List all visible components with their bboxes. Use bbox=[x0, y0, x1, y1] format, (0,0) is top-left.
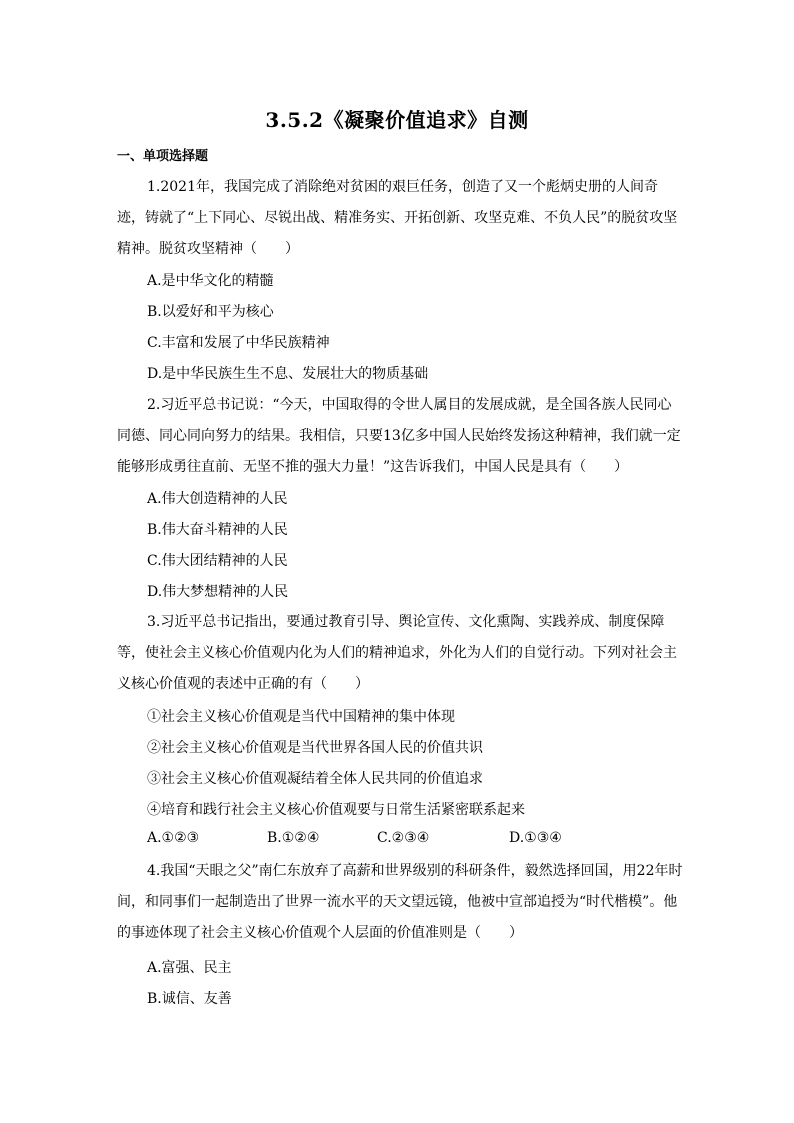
question-stem: 1.2021年，我国完成了消除绝对贫困的艰巨任务，创造了又一个彪炳史册的人间奇迹，铸就了“上下同心、尽锐出战、精准务实、开拓创新、攻坚克难、不负人民”的脱贫攻坚精神。脱贫攻坚精神（ ） bbox=[117, 179, 678, 257]
question-3 bbox=[117, 607, 683, 700]
statement-2: ②社会主义核心价值观是当代世界各国人民的价值共识 bbox=[147, 740, 483, 756]
statement-3: ③社会主义核心价值观凝结着全体人民共同的价值追求 bbox=[147, 771, 483, 787]
option-d: D.是中华民族生生不息、发展壮大的物质基础 bbox=[147, 366, 429, 382]
statement-4: ④培育和践行社会主义核心价值观要与日常生活紧密联系起来 bbox=[147, 802, 525, 818]
question-stem: 2.习近平总书记说：“今天，中国取得的令世人属目的发展成就，是全国各族人民同心同德、同心同向努力的结果。我相信，只要13亿多中国人民始终发扬这种精神，我们就一定能够形成勇往直前、无坚不推的强大力量！”这告诉我们，中国人民是具有（ ） bbox=[117, 397, 681, 475]
question-4 bbox=[117, 856, 683, 949]
option-a: A.富强、民主 bbox=[147, 960, 232, 976]
section-heading: 一、单项选择题 bbox=[117, 149, 209, 164]
option-c: C.②③④ bbox=[377, 830, 430, 846]
question-1 bbox=[117, 172, 683, 265]
option-b: B.伟大奋斗精神的人民 bbox=[147, 522, 288, 538]
option-c: C.伟大团结精神的人民 bbox=[147, 553, 288, 569]
page-title: 3.5.2《凝聚价值追求》自测 bbox=[265, 108, 529, 132]
question-stem: 3.习近平总书记指出，要通过教育引导、舆论宣传、文化熏陶、实践养成、制度保障等，使社会主义核心价值观内化为人们的精神追求，外化为人们的自觉行动。下列对社会主义核心价值观的表述中正确的有（ ） bbox=[117, 614, 677, 692]
option-a: A.是中华文化的精髓 bbox=[147, 273, 274, 289]
option-d: D.伟大梦想精神的人民 bbox=[147, 584, 289, 600]
option-a: A.伟大创造精神的人民 bbox=[147, 491, 288, 507]
option-a: A.①②③ bbox=[147, 830, 200, 846]
option-c: C.丰富和发展了中华民族精神 bbox=[147, 335, 330, 351]
option-b: B.诚信、友善 bbox=[147, 991, 232, 1007]
option-b: B.以爱好和平为核心 bbox=[147, 304, 274, 320]
option-d: D.①③④ bbox=[509, 830, 562, 846]
question-2 bbox=[117, 390, 683, 483]
option-b: B.①②④ bbox=[267, 830, 320, 846]
question-stem: 4.我国“天眼之父”南仁东放弃了高薪和世界级别的科研条件，毅然选择回国，用22年时间，和同事们一起制造出了世界一流水平的天文望远镜，他被中宣部追授为“时代楷模”。他的事迹体现了社会主义核心价值观个人层面的价值准则是（ ） bbox=[117, 863, 683, 941]
statement-1: ①社会主义核心价值观是当代中国精神的集中体现 bbox=[147, 709, 455, 725]
